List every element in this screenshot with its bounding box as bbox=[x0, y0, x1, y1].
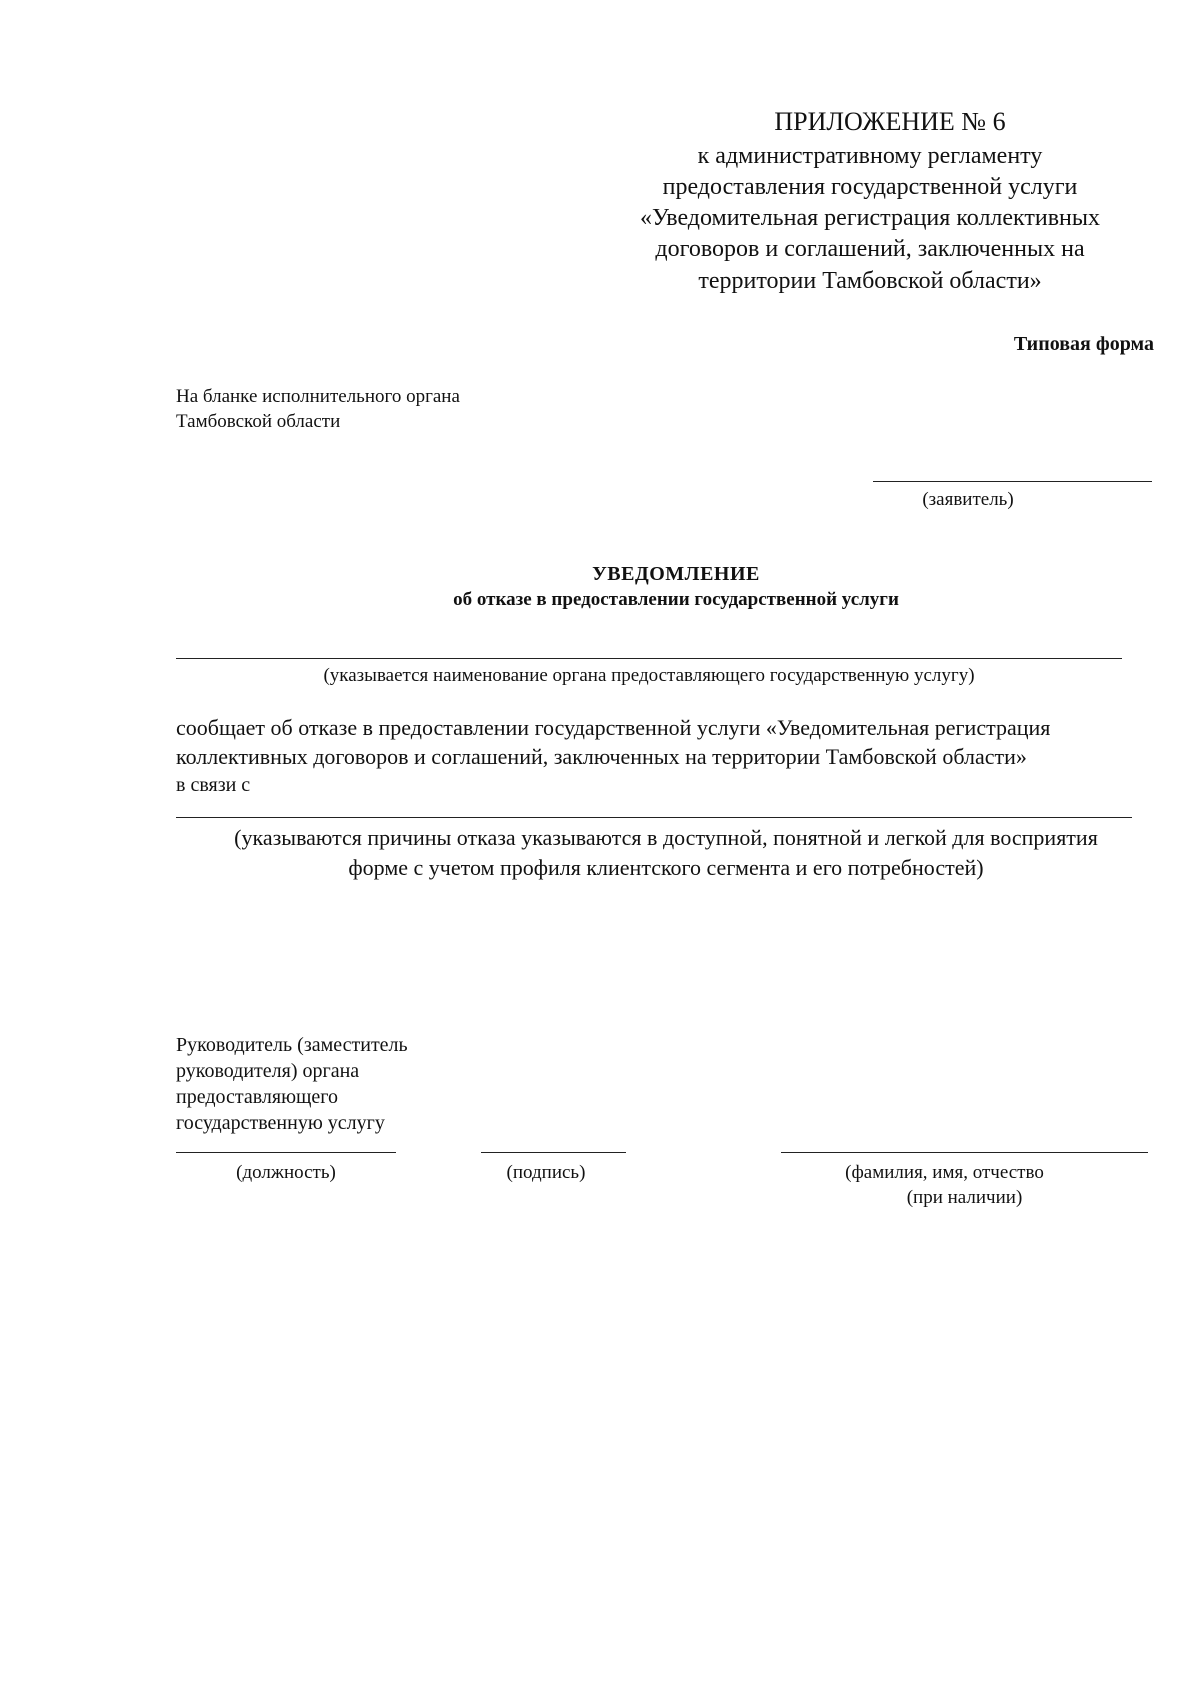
notice-title: УВЕДОМЛЕНИЕ bbox=[592, 563, 760, 585]
appendix-line-5: территории Тамбовской области» bbox=[698, 268, 1042, 294]
signer-line-4: государственную услугу bbox=[176, 1112, 385, 1134]
full-name-caption-line-2: (при наличии) bbox=[906, 1187, 1023, 1208]
form-type-label: Типовая форма bbox=[1013, 333, 1154, 355]
body-line-3: в связи с bbox=[176, 774, 251, 796]
organ-name-line bbox=[176, 658, 1122, 659]
signature-line bbox=[481, 1152, 626, 1153]
reason-caption-line-1: (указываются причины отказа указываются в доступной, понятной и легкой для восприятия bbox=[234, 825, 1098, 850]
full-name-line bbox=[781, 1152, 1148, 1153]
position-line bbox=[176, 1152, 396, 1153]
appendix-line-3: «Уведомительная регистрация коллективных bbox=[639, 205, 1101, 231]
reason-caption-line-2: форме с учетом профиля клиентского сегмента и его потребностей) bbox=[348, 855, 984, 880]
appendix-title: ПРИЛОЖЕНИЕ № 6 bbox=[774, 107, 1006, 136]
body-line-2: коллективных договоров и соглашений, заключенных на территории Тамбовской области» bbox=[176, 744, 1027, 769]
blank-note-line-1: На бланке исполнительного органа bbox=[176, 386, 460, 407]
signer-line-3: предоставляющего bbox=[176, 1086, 339, 1108]
full-name-caption bbox=[781, 1160, 1148, 1210]
applicant-line bbox=[873, 481, 1152, 482]
appendix-line-1: к административному регламенту bbox=[697, 143, 1043, 169]
signer-line-2: руководителя) органа bbox=[176, 1060, 360, 1082]
reason-line bbox=[176, 817, 1132, 818]
organ-caption: (указывается наименование органа предоставляющего государственную услугу) bbox=[323, 665, 975, 686]
appendix-line-4: договоров и соглашений, заключенных на bbox=[655, 236, 1085, 262]
reason-caption bbox=[176, 823, 1156, 883]
signer-title bbox=[176, 1032, 408, 1136]
blank-note bbox=[176, 384, 460, 434]
notice-subtitle: об отказе в предоставлении государственной услуги bbox=[453, 589, 899, 610]
signature-caption: (подпись) bbox=[506, 1162, 586, 1183]
signer-line-1: Руководитель (заместитель bbox=[176, 1034, 408, 1056]
appendix-line-2: предоставления государственной услуги bbox=[662, 174, 1078, 200]
applicant-caption: (заявитель) bbox=[922, 489, 1014, 510]
full-name-caption-line-1: (фамилия, имя, отчество bbox=[845, 1162, 1044, 1183]
body-line-1: сообщает об отказе в предоставлении государственной услуги «Уведомительная регистрация bbox=[176, 715, 1051, 740]
body-text bbox=[176, 713, 1186, 800]
position-caption: (должность) bbox=[236, 1162, 336, 1183]
blank-note-line-2: Тамбовской области bbox=[176, 411, 341, 432]
